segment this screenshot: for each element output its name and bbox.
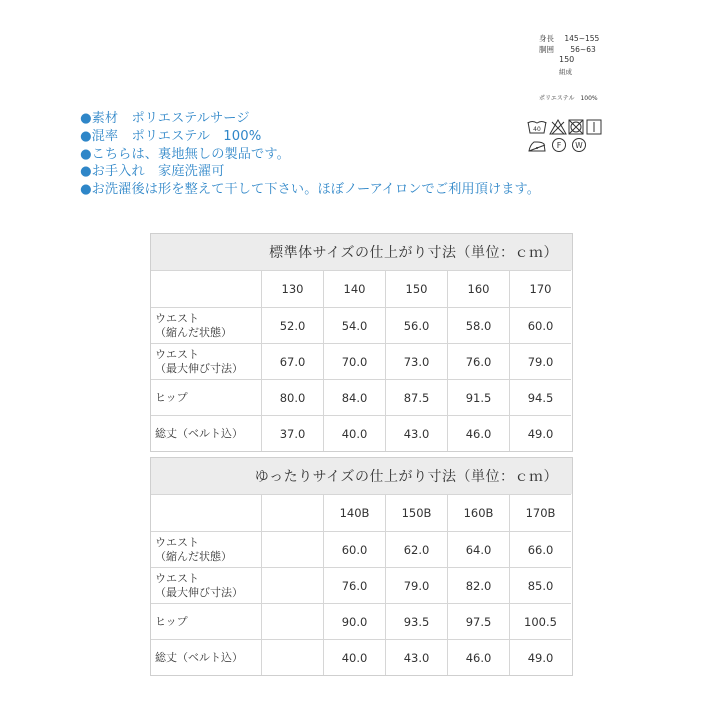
note-care: ●お手入れ 家庭洗濯可 — [80, 164, 225, 180]
size-header: 130 — [261, 270, 323, 307]
row-label: 総丈（ベルト込） — [151, 415, 261, 451]
table-cell: 46.0 — [447, 639, 509, 675]
table-cell: 60.0 — [323, 531, 385, 567]
table-cell: 84.0 — [323, 379, 385, 415]
table-cell: 87.5 — [385, 379, 447, 415]
size-header: 140 — [323, 270, 385, 307]
table-cell: 66.0 — [509, 531, 571, 567]
note-material: ●素材 ポリエステルサージ — [80, 111, 250, 126]
table-cell: 43.0 — [385, 639, 447, 675]
size-header: 160 — [447, 270, 509, 307]
standard-size-table — [150, 233, 573, 452]
hang-dry-icon — [586, 119, 602, 135]
table-cell: 100.5 — [509, 603, 571, 639]
table-row — [151, 639, 572, 675]
table-cell: 60.0 — [509, 307, 571, 343]
size-header: 170B — [509, 494, 571, 531]
waist-value: 56~63 — [570, 45, 596, 54]
table-cell: 93.5 — [385, 603, 447, 639]
waist-label: 胴囲 — [539, 45, 554, 54]
table-cell: 97.5 — [447, 603, 509, 639]
table-cell: 37.0 — [261, 415, 323, 451]
table-cell: 70.0 — [323, 343, 385, 379]
relaxed-size-table — [150, 457, 573, 676]
table-cell: 76.0 — [447, 343, 509, 379]
table-row — [151, 343, 572, 379]
row-label: 総丈（ベルト込） — [151, 639, 261, 675]
row-label: ウエスト （縮んだ状態） — [151, 307, 261, 343]
care-label-size: 150 — [559, 55, 575, 64]
table-cell — [261, 603, 323, 639]
table-cell: 46.0 — [447, 415, 509, 451]
size-header: 150B — [385, 494, 447, 531]
table-cell: 79.0 — [509, 343, 571, 379]
row-label: ウエスト （最大伸び寸法） — [151, 343, 261, 379]
table-cell: 64.0 — [447, 531, 509, 567]
wet-clean-w-icon — [571, 137, 587, 153]
table-cell: 43.0 — [385, 415, 447, 451]
height-label: 身長 — [539, 34, 554, 43]
note-washing: ●お洗濯後は形を整えて干して下さい。ほぼノーアイロンでご利用頂けます。 — [80, 182, 541, 198]
table-cell: 67.0 — [261, 343, 323, 379]
care-label-height — [539, 33, 599, 44]
table-header-empty — [151, 494, 261, 531]
table-row — [151, 567, 572, 603]
size-header: 150 — [385, 270, 447, 307]
table-row — [151, 603, 572, 639]
table-cell: 54.0 — [323, 307, 385, 343]
table-cell: 58.0 — [447, 307, 509, 343]
size-header: 160B — [447, 494, 509, 531]
table-cell: 49.0 — [509, 415, 571, 451]
table-cell: 91.5 — [447, 379, 509, 415]
table-header-empty — [151, 270, 261, 307]
table-cell: 80.0 — [261, 379, 323, 415]
svg-text:F: F — [556, 141, 562, 150]
row-label: ウエスト （最大伸び寸法） — [151, 567, 261, 603]
table-cell — [261, 639, 323, 675]
row-label: ヒップ — [151, 603, 261, 639]
table-row — [151, 415, 572, 451]
size-header: 140B — [323, 494, 385, 531]
table-cell: 90.0 — [323, 603, 385, 639]
table-cell: 94.5 — [509, 379, 571, 415]
table-row — [151, 307, 572, 343]
table-cell: 40.0 — [323, 639, 385, 675]
standard-table-title: 標準体サイズの仕上がり寸法（単位：ｃｍ） — [151, 234, 572, 270]
table-cell: 82.0 — [447, 567, 509, 603]
relaxed-table-title: ゆったりサイズの仕上がり寸法（単位：ｃｍ） — [151, 458, 572, 494]
no-bleach-icon — [549, 119, 567, 135]
height-value: 145~155 — [564, 34, 600, 43]
row-label: ヒップ — [151, 379, 261, 415]
dry-clean-f-icon — [551, 137, 567, 153]
svg-text:40: 40 — [533, 126, 541, 133]
note-lining: ●こちらは、裏地無しの製品です。 — [80, 146, 290, 162]
composition-value: ポリエステル 100% — [539, 95, 598, 102]
row-label: ウエスト （縮んだ状態） — [151, 531, 261, 567]
table-cell: 62.0 — [385, 531, 447, 567]
size-header: 170 — [509, 270, 571, 307]
table-row — [151, 531, 572, 567]
table-cell: 76.0 — [323, 567, 385, 603]
composition-label: 組成 — [559, 68, 572, 76]
svg-text:W: W — [575, 141, 583, 150]
table-cell: 56.0 — [385, 307, 447, 343]
table-row — [151, 379, 572, 415]
table-cell: 49.0 — [509, 639, 571, 675]
table-cell — [261, 531, 323, 567]
table-cell — [261, 567, 323, 603]
product-notes — [80, 110, 540, 199]
table-cell: 40.0 — [323, 415, 385, 451]
care-icons — [527, 117, 617, 157]
tumble-dry-icon — [568, 119, 584, 135]
care-label-waist — [539, 44, 596, 55]
table-cell: 52.0 — [261, 307, 323, 343]
table-cell: 73.0 — [385, 343, 447, 379]
table-cell: 85.0 — [509, 567, 571, 603]
size-header — [261, 494, 323, 531]
note-blend: ●混率 ポリエステル 100% — [80, 128, 262, 144]
table-cell: 79.0 — [385, 567, 447, 603]
